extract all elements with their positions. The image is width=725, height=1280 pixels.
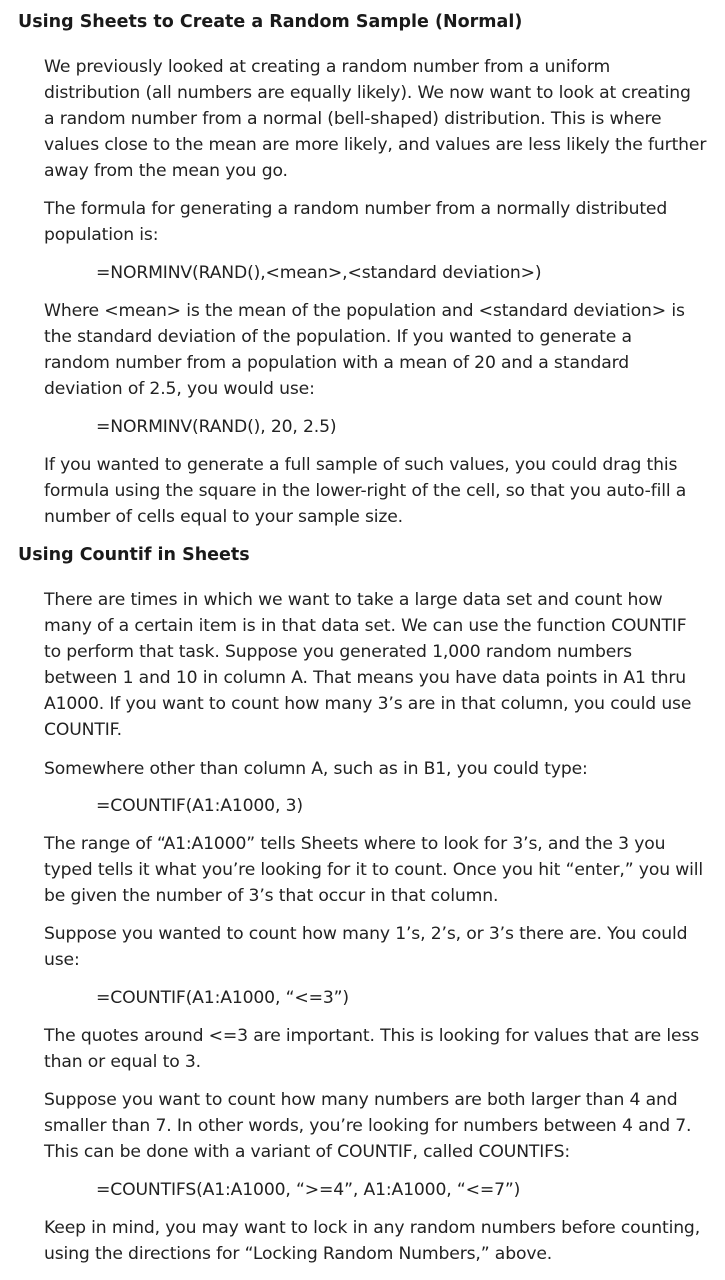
paragraph-normal-intro — [44, 54, 714, 184]
formula-countifs: =COUNTIFS(A1:A1000, “>=4”, A1:A1000, “<=7”) — [96, 1180, 521, 1200]
text-line: typed tells it what you’re looking for it to count. Once you hit “enter,” you will — [44, 860, 704, 880]
text-line: Suppose you wanted to count how many 1’s, 2’s, or 3’s there are. You could — [44, 924, 688, 944]
paragraph-formula-intro — [44, 196, 714, 248]
text-line: Keep in mind, you may want to lock in any random numbers before counting, — [44, 1218, 701, 1238]
text-line: The formula for generating a random number from a normally distributed — [44, 199, 668, 219]
text-line: smaller than 7. In other words, you’re looking for numbers between 4 and 7. — [44, 1116, 692, 1136]
text-line: Where <mean> is the mean of the population and <standard deviation> is — [44, 301, 685, 321]
text-line: population is: — [44, 225, 159, 245]
text-line: use: — [44, 950, 80, 970]
text-line: using the directions for “Locking Random Numbers,” above. — [44, 1244, 553, 1264]
formula-norminv-example: =NORMINV(RAND(), 20, 2.5) — [96, 417, 337, 437]
text-line: formula using the square in the lower-right of the cell, so that you auto-fill a — [44, 481, 687, 501]
text-line: many of a certain item is in that data set. We can use the function COUNTIF — [44, 616, 687, 636]
text-line: A1000. If you want to count how many 3’s are in that column, you could use — [44, 694, 692, 714]
paragraph-lock — [44, 1215, 714, 1267]
paragraph-suppose-count — [44, 921, 714, 973]
paragraph-somewhere — [44, 756, 714, 782]
text-line: We previously looked at creating a random number from a uniform — [44, 57, 611, 77]
paragraph-where — [44, 298, 714, 402]
text-line: distribution (all numbers are equally likely). We now want to look at creating — [44, 83, 691, 103]
text-line: COUNTIF. — [44, 720, 122, 740]
text-line: be given the number of 3’s that occur in that column. — [44, 886, 499, 906]
section-heading-normal: Using Sheets to Create a Random Sample (Normal) — [18, 12, 523, 32]
text-line: The quotes around <=3 are important. This is looking for values that are less — [44, 1026, 700, 1046]
formula-countif-basic: =COUNTIF(A1:A1000, 3) — [96, 796, 303, 816]
text-line: deviation of 2.5, you would use: — [44, 379, 315, 399]
formula-norminv-general: =NORMINV(RAND(),<mean>,<standard deviation>) — [96, 263, 542, 283]
text-line: the standard deviation of the population. If you wanted to generate a — [44, 327, 632, 347]
text-line: random number from a population with a mean of 20 and a standard — [44, 353, 629, 373]
text-line: between 1 and 10 in column A. That means you have data points in A1 thru — [44, 668, 687, 688]
text-line: a random number from a normal (bell-shaped) distribution. This is where — [44, 109, 662, 129]
paragraph-between — [44, 1087, 714, 1165]
formula-countif-lte: =COUNTIF(A1:A1000, “<=3”) — [96, 988, 349, 1008]
paragraph-sample — [44, 452, 714, 530]
paragraph-countif-intro — [44, 587, 714, 743]
text-line: away from the mean you go. — [44, 161, 288, 181]
text-line: If you wanted to generate a full sample of such values, you could drag this — [44, 455, 678, 475]
text-line: Somewhere other than column A, such as in B1, you could type: — [44, 759, 588, 779]
section-heading-countif: Using Countif in Sheets — [18, 545, 250, 565]
text-line: The range of “A1:A1000” tells Sheets where to look for 3’s, and the 3 you — [44, 834, 666, 854]
text-line: than or equal to 3. — [44, 1052, 201, 1072]
text-line: There are times in which we want to take a large data set and count how — [44, 590, 663, 610]
text-line: values close to the mean are more likely, and values are less likely the further — [44, 135, 707, 155]
paragraph-quotes — [44, 1023, 714, 1075]
paragraph-range — [44, 831, 714, 909]
text-line: Suppose you want to count how many numbers are both larger than 4 and — [44, 1090, 678, 1110]
text-line: number of cells equal to your sample size. — [44, 507, 403, 527]
text-line: to perform that task. Suppose you generated 1,000 random numbers — [44, 642, 632, 662]
text-line: This can be done with a variant of COUNTIF, called COUNTIFS: — [44, 1142, 571, 1162]
